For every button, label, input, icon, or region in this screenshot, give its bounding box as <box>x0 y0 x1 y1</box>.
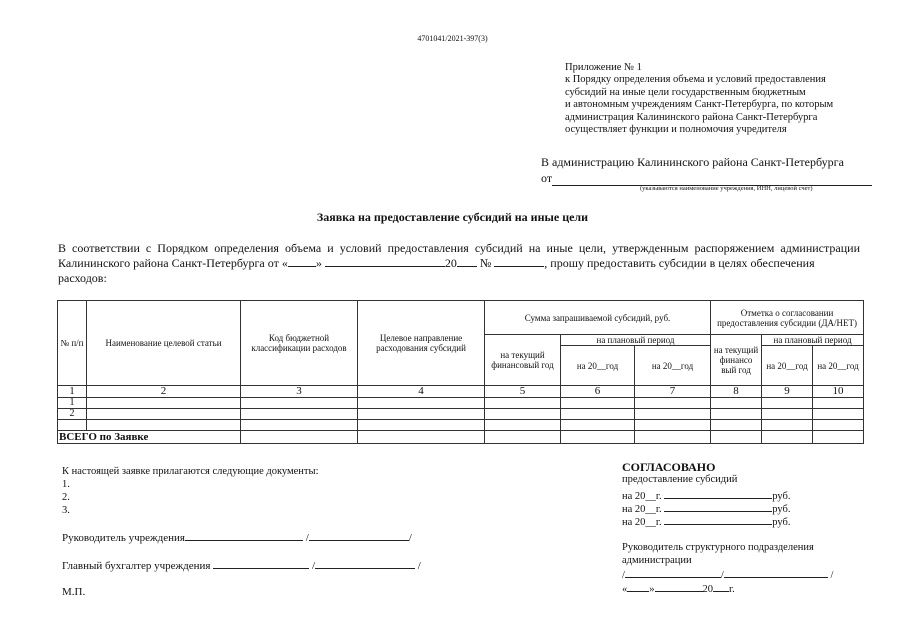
header-mark-plan-y2: на 20__год <box>813 346 864 386</box>
attached-documents <box>62 465 319 517</box>
month-line <box>655 581 703 592</box>
header-code: Код бюджетной классификации расходов <box>241 301 358 386</box>
column-number: 1 <box>58 386 87 398</box>
header-num: № п/п <box>58 301 87 386</box>
header-sum-plan-y1: на 20__год <box>561 346 635 386</box>
day-line <box>627 581 649 592</box>
appendix-line: администрация Калининского района Санкт-Петербурга <box>565 111 818 123</box>
agreed-subheading: предоставление субсидий <box>622 474 738 485</box>
column-number: 3 <box>241 386 358 398</box>
column-number: 6 <box>561 386 635 398</box>
row-number: 1 <box>58 398 87 409</box>
table-row <box>58 420 864 431</box>
column-number: 8 <box>711 386 762 398</box>
column-numbers-row <box>58 386 864 398</box>
row-number: 2 <box>58 409 87 420</box>
appendix-line: Приложение № 1 <box>565 62 642 73</box>
appendix-line: к Порядку определения объема и условий предоставления <box>565 74 826 86</box>
intro-line-1: В соответствии с Порядком определения объема и условий предоставления субсидий на иные цели, утвержденным распоряжением администрации <box>58 241 860 255</box>
header-sum: Сумма запрашиваемой субсидий, руб. <box>485 301 711 335</box>
appendix-line: осуществляет функции и полномочия учредителя <box>565 124 787 136</box>
column-number: 9 <box>762 386 813 398</box>
document-item: 2. <box>62 492 70 503</box>
day-blank <box>288 256 316 267</box>
column-number: 10 <box>813 386 864 398</box>
header-direction: Целевое направление расходования субсидий <box>358 301 485 386</box>
agreed-amount-row: на 20__г. руб. <box>622 514 790 528</box>
document-title: Заявка на предоставление субсидий на иные цели <box>316 210 589 224</box>
head-label: Руководитель учреждения <box>62 532 185 544</box>
header-sum-plan-y2: на 20__год <box>635 346 711 386</box>
accountant-label: Главный бухгалтер учреждения <box>62 560 211 572</box>
header-mark-plan: на плановый период <box>762 335 864 346</box>
addressee-from <box>541 171 872 186</box>
agreed-heading: СОГЛАСОВАНО <box>622 460 716 474</box>
table-row <box>58 409 864 420</box>
signature-line <box>625 567 721 578</box>
column-number: 2 <box>87 386 241 398</box>
total-label: ВСЕГО по Заявке <box>58 431 241 444</box>
intro-line-3: расходов: <box>58 271 107 285</box>
header-mark-plan-y1: на 20__год <box>762 346 813 386</box>
header-sum-current: на текущий финансовый год <box>485 335 561 386</box>
column-number: 7 <box>635 386 711 398</box>
name-line <box>309 530 409 541</box>
subsidy-table <box>57 300 864 444</box>
name-line <box>724 567 828 578</box>
table-row <box>58 398 864 409</box>
header-mark-current: на текущий финансо вый год <box>711 335 762 386</box>
appendix-line: субсидий на иные цели государственным бюджетным <box>565 86 806 98</box>
header-mark: Отметка о согласовании предоставления субсидии (ДА/НЕТ) <box>711 301 864 335</box>
month-blank <box>325 256 445 267</box>
year-blank <box>457 256 477 267</box>
header-sum-plan: на плановый период <box>561 335 711 346</box>
structural-head-signature: / / / <box>622 567 833 581</box>
column-number: 5 <box>485 386 561 398</box>
appendix-line: и автономным учреждениям Санкт-Петербурга, по которым <box>565 99 834 111</box>
addressee-to: В администрацию Калининского района Санкт-Петербурга <box>541 155 844 169</box>
header-name: Наименование целевой статьи <box>87 301 241 386</box>
accountant-signature: Главный бухгалтер учреждения / / <box>62 560 421 572</box>
document-number: 4701041/2021-397(3) <box>417 34 488 43</box>
year-line <box>713 581 729 592</box>
signature-line <box>213 558 309 569</box>
agreed-date: « » 20 г. <box>622 581 735 595</box>
structural-head <box>622 542 814 567</box>
stamp-place: М.П. <box>62 586 86 598</box>
name-line <box>315 558 415 569</box>
signature-line <box>185 530 303 541</box>
amount-line <box>664 514 772 525</box>
order-number-blank <box>494 256 544 267</box>
column-number: 4 <box>358 386 485 398</box>
structural-head-label: администрации <box>622 554 692 566</box>
intro-paragraph <box>58 241 860 286</box>
documents-label: К настоящей заявке прилагаются следующие документы: <box>62 466 319 477</box>
from-hint: (указываются наименование учреждения, ИНН, лицевой счет) <box>640 185 813 192</box>
head-signature: Руководитель учреждения / / <box>62 532 412 544</box>
document-item: 3. <box>62 505 70 516</box>
document-item: 1. <box>62 479 70 490</box>
intro-line-2: Калининского района Санкт-Петербурга от « » 20 № , прошу предоставить субсидии в целях обеспечения <box>58 256 815 270</box>
structural-head-label: Руководитель структурного подразделения <box>622 542 814 553</box>
amount-line <box>664 488 772 499</box>
agreed-amount-row: на 20__г. руб. <box>622 488 790 502</box>
amount-line <box>664 501 772 512</box>
from-label: от <box>541 171 553 185</box>
agreed-amount-row: на 20__г. руб. <box>622 501 790 515</box>
total-row <box>58 431 864 444</box>
appendix-block <box>565 62 895 136</box>
